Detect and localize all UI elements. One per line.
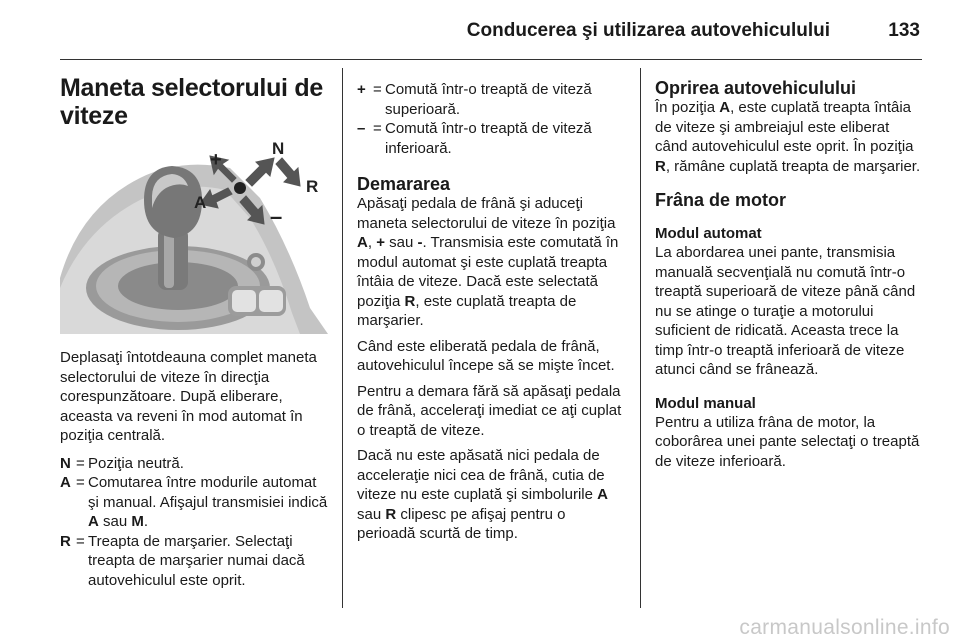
intro-paragraph: Deplasaţi întotdeauna complet maneta selectorului de viteze în direcţia corespunzătoare. După eliberare, aceasta va reveni în mod automat în poziţia centrală. (60, 349, 317, 444)
section-heading-selector-lever: Maneta selectorului de viteze (60, 74, 323, 130)
page-number: 133 (888, 20, 920, 41)
definition-list-n-a-r (60, 454, 328, 591)
column-divider-2 (640, 68, 641, 608)
definition-n: N = Poziţia neutră. (60, 454, 184, 472)
automatic-mode-paragraph: La abordarea unei pante, transmisia manuală secvenţială nu comută într-o treaptă superioară de viteze până când nu se atinge o turaţie a motorului suficient de ridicată. Aceasta trece la timp într-o treaptă inferioară de viteze atunci când se frânează. (655, 244, 916, 378)
column-right (655, 74, 923, 471)
subheading-automatic-mode: Modul automat (655, 225, 762, 242)
section-heading-engine-braking: Frâna de motor (655, 190, 787, 210)
section-heading-stopping: Oprirea autovehiculului (655, 78, 857, 98)
subheading-manual-mode: Modul manual (655, 394, 756, 412)
figure-label-n: N (272, 139, 285, 158)
running-title: Conducerea şi utilizarea autovehiculului (466, 20, 830, 41)
watermark: carmanualsonline.info (739, 616, 950, 639)
definition-a: A = Comutarea între modurile automat şi manual. Afişajul transmisiei indică A sau M. (60, 474, 328, 530)
stopping-paragraph: În poziţia A, este cuplată treapta întâia de viteze şi ambreiajul este eliberat când autovehiculul este oprit. În poziţia R, rămâne cuplată treapta de marşarier. (655, 99, 921, 175)
column-middle (357, 74, 623, 544)
section-heading-starting: Demararea (357, 174, 451, 194)
starting-paragraph-1: Apăsaţi pedala de frână şi aduceţi maneta selectorului de viteze în poziţia A, + sau -. Transmisia este comutată în modul automat şi este cuplată treapta întâia de viteze. Dacă este selectată poziţia R, este cuplată treapta de marşarier. (357, 195, 619, 329)
manual-mode-paragraph: Pentru a utiliza frâna de motor, la coborârea unei pante selectaţi o treaptă de viteze inferioară. (655, 413, 920, 470)
starting-paragraph-4: Dacă nu este apăsată nici pedala de acceleraţie nici cea de frână, cutia de viteze nu este cuplată şi simbolurile A sau R clipesc pe afişaj pentru o perioadă scurtă de timp. (357, 447, 608, 542)
definition-minus: – = Comută într-o treaptă de viteză inferioară. (357, 120, 592, 157)
figure-label-plus: + (210, 149, 222, 171)
figure-label-r: R (306, 177, 319, 196)
column-divider-1 (342, 68, 343, 608)
gear-selector-figure (60, 138, 328, 334)
column-left (60, 74, 328, 590)
figure-label-minus: – (270, 204, 283, 229)
definition-list-plus-minus (357, 80, 623, 158)
starting-paragraph-3: Pentru a demara fără să apăsaţi pedala de frână, acceleraţi imediat ce aţi cuplat o treaptă de viteze. (357, 382, 622, 439)
definition-r: R = Treapta de marşarier. Selectaţi treapta de marşarier numai dacă autovehiculul este oprit. (60, 532, 305, 589)
header-rule (60, 59, 922, 60)
page-header (60, 14, 922, 52)
figure-label-a: A (194, 193, 207, 212)
definition-plus: + = Comută într-o treaptă de viteză superioară. (357, 81, 592, 118)
starting-paragraph-2: Când este eliberată pedala de frână, autovehiculul începe să se mişte încet. (357, 337, 615, 374)
